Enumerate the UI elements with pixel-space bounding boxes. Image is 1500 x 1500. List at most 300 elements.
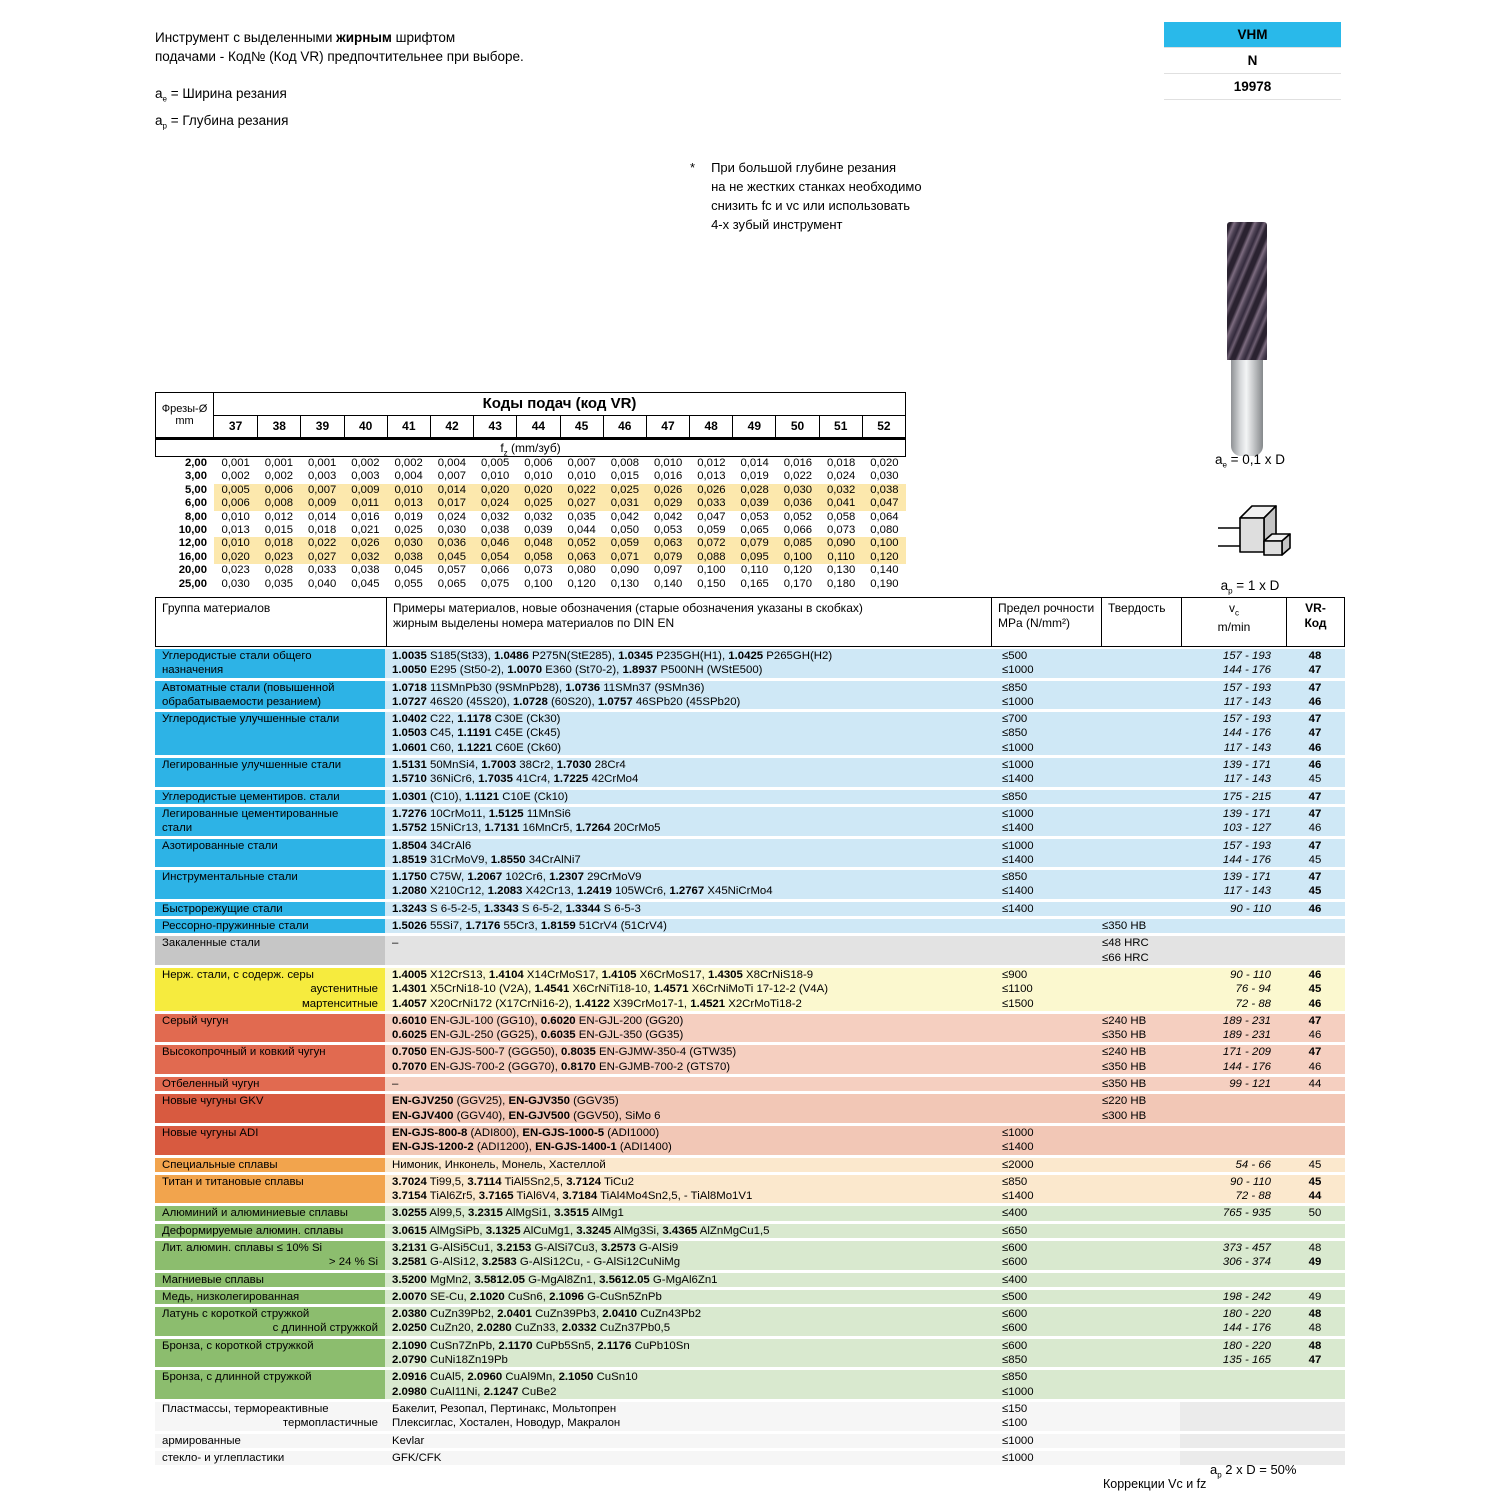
vr-code: 49 [1308,1256,1322,1269]
material-group-label-line: Деформируемые алюмин. сплавы [162,1224,344,1237]
material-examples: 1.5752 15NiCr13, 1.7131 16MnCr5, 1.7264 20CrMo5 [392,822,661,835]
hardness [1100,839,1180,853]
material-row [385,1451,1345,1465]
vr-code: 46 [1308,695,1322,708]
hardness [1100,790,1180,804]
hardness: ≤66 HRC [1102,951,1149,964]
material-examples: EN-GJS-800-8 (ADI800), EN-GJS-1000-5 (ADI1000) [392,1126,660,1139]
material-group-label [155,1402,385,1431]
feed-value: 0,097 [653,564,683,577]
tensile-strength: ≤850 [1002,790,1028,803]
feed-value: 0,002 [394,457,423,469]
material-examples: 2.0916 CuAl5, 2.0960 CuAl9Mn, 2.1050 CuSn10 [392,1371,638,1384]
material-row [385,1109,1345,1123]
material-examples: 1.3243 S 6-5-2-5, 1.3343 S 6-5-2, 1.3344 S 6-5-3 [392,902,641,915]
feed-value: 0,059 [603,537,646,550]
page-intro [155,28,524,66]
feed-value: 0,017 [430,497,473,510]
feed-value: 0,004 [394,470,423,483]
material-section [155,936,1345,965]
material-examples: 3.7024 Ti99,5, 3.7114 TiAl5Sn2,5, 3.7124 TiCu2 [392,1175,634,1188]
material-row [385,1321,1345,1335]
hardness: ≤300 HB [1102,1109,1147,1122]
cutting-speed [1180,1402,1285,1416]
material-examples: Нимоник, Инконель, Монель, Хастеллой [392,1158,606,1171]
tensile-strength: ≤150 [1002,1402,1028,1415]
hardness: ≤240 HB [1102,1014,1147,1027]
hardness: ≤220 HB [1102,1095,1147,1108]
cutting-speed: 144 - 176 [1222,1322,1271,1335]
tensile-strength: ≤1400 [1002,1141,1034,1154]
tensile-strength: ≤850 [1002,1371,1028,1384]
tensile-strength: ≤850 [1002,681,1028,694]
feed-value: 0,020 [214,551,257,564]
vr-code [1285,1434,1345,1448]
material-group-label-line: Магниевые сплавы [162,1273,264,1286]
dia-label-1: Фрезы-Ø [161,403,208,415]
cutting-speed: 373 - 457 [1222,1241,1271,1254]
feed-row [155,457,906,470]
material-section [155,1402,1345,1431]
material-section-rows [385,712,1345,755]
vr-code: 48 [1308,1241,1322,1254]
material-group-label [155,1175,385,1204]
tensile-strength: ≤500 [1002,1290,1028,1303]
feed-row [155,511,906,524]
cutter-diameter: 3,00 [185,470,207,483]
material-examples: 0.7070 EN-GJS-700-2 (GGG70), 0.8170 EN-GJMB-700-2 (GTS70) [392,1060,731,1073]
feed-value: 0,047 [697,510,726,523]
vr-code-column-header: 43 [473,416,516,437]
material-group-label-line: Алюминий и алюминиевые сплавы [162,1207,348,1220]
material-examples: 1.4057 X20CrNi172 (X17CrNi16-2), 1.4122 X39CrMo17-1, 1.4521 X2CrMoTi18-2 [392,997,802,1010]
material-row [385,1060,1345,1074]
ae-definition: $a_e$ = Ширина резания [155,86,287,104]
tensile-strength: ≤1000 [1002,664,1034,677]
cutter-diameter: 20,00 [178,564,207,577]
hardness [1100,1175,1180,1189]
material-examples: 3.0255 Al99,5, 3.2315 AlMgSi1, 3.3515 AlMg1 [392,1207,624,1220]
material-group-label-line: Быстрорежущие стали [162,902,283,915]
footnote-text [711,158,921,234]
feed-row [155,524,906,537]
material-group-label [155,1014,385,1043]
material-group-label [155,681,385,710]
vr-code-column-header: 49 [732,416,775,437]
material-group-label [155,1094,385,1123]
material-group-label [155,1339,385,1368]
material-examples: 2.0070 SE-Cu, 2.1020 CuSn6, 2.1096 G-CuSn5ZnPb [392,1290,662,1303]
hardness [1100,982,1180,996]
ap-definition: $a_p$ = Глубина резания [155,113,289,131]
material-examples: 3.7154 TiAl6Zr5, 3.7165 TiAl6V4, 3.7184 TiAl4Mo4Sn2,5, - TiAl8Mo1V1 [392,1190,753,1203]
header-examples-2: жирным выделены номера материалов по DIN EN [393,616,675,630]
material-row [385,1158,1345,1172]
feed-value: 0,027 [560,497,603,510]
material-row [385,1189,1345,1203]
material-examples: 1.8519 31CrMoV9, 1.8550 34CrAlNi7 [392,853,581,866]
material-row [385,1370,1345,1384]
tensile-strength [990,1028,1100,1042]
feed-value: 0,057 [437,564,467,577]
feed-unit-label: $f_z$ (mm/зуб) [500,441,561,458]
material-row [385,681,1345,695]
vr-code: 44 [1308,1190,1322,1203]
feed-value: 0,080 [567,564,596,577]
material-group-label-line: Медь, низколегированная [162,1290,300,1303]
material-section-rows [385,1175,1345,1204]
hardness [1100,741,1180,755]
material-group-label-line: Углеродистые улучшенные стали [162,713,340,726]
material-row [385,807,1345,821]
feed-value: 0,028 [733,484,776,497]
hardness: ≤350 HB [1102,1060,1147,1073]
feed-value: 0,085 [776,537,819,550]
vr-code: 46 [1308,741,1322,754]
vr-code: 48 [1308,650,1322,662]
vr-code [1285,1370,1345,1384]
header-vc-1: $v_c$ [1229,601,1239,618]
vr-code [1285,1126,1345,1140]
tensile-strength: ≤1000 [1002,695,1034,708]
hardness [1100,726,1180,740]
material-group-label-line: Специальные сплавы [162,1158,278,1171]
tensile-strength: ≤100 [1002,1417,1028,1430]
material-row [385,1094,1345,1108]
feed-value: 0,018 [307,523,337,536]
material-row [385,712,1345,726]
feed-value: 0,032 [820,484,863,497]
material-examples: 1.4005 X12CrS13, 1.4104 X14CrMoS17, 1.4105 X6CrMoS17, 1.4305 X8CrNiS18-9 [392,968,814,981]
ap-correction-label: $a_p$ 2 x D = 50% [1210,1462,1297,1480]
material-group-label [155,1241,385,1270]
hardness [1100,1370,1180,1384]
material-row [385,919,1345,933]
material-examples: GFK/CFK [392,1451,442,1464]
material-group-label-line: Отбеленный чугун [162,1078,260,1091]
vr-code: 47 [1308,871,1322,884]
vr-code-column-header: 46 [603,416,646,437]
material-section [155,968,1345,1011]
cutter-diameter: 10,00 [178,523,207,536]
material-group-label [155,1224,385,1238]
vr-code: 44 [1308,1078,1322,1091]
footnote-line: 4-х зубый инструмент [711,217,843,232]
material-examples: EN-GJV250 (GGV25), EN-GJV350 (GGV35) [392,1095,619,1108]
vr-code: 48 [1308,1322,1322,1335]
vr-code [1285,1385,1345,1399]
material-row [385,870,1345,884]
feed-value: 0,002 [221,470,250,483]
material-section [155,1077,1345,1091]
tensile-strength: ≤850 [1002,1354,1028,1367]
material-group-label [155,1158,385,1172]
material-section [155,1241,1345,1270]
feed-value: 0,050 [610,523,640,536]
material-examples: Kevlar [392,1434,425,1447]
feed-value: 0,120 [783,564,813,577]
hardness [1100,870,1180,884]
cutting-speed: 144 - 176 [1222,1060,1271,1073]
material-group-label [155,1290,385,1304]
material-examples: 3.2131 G-AlSi5Cu1, 3.2153 G-AlSi7Cu3, 3.2573 G-AlSi9 [392,1241,679,1254]
tensile-strength: ≤600 [1002,1339,1028,1352]
material-section [155,1014,1345,1043]
end-mill-photo [1227,222,1267,458]
vr-code: 46 [1308,1060,1322,1073]
material-row [385,772,1345,786]
feed-value: 0,042 [653,510,683,523]
feed-value: 0,045 [430,551,473,564]
hardness [1100,1434,1180,1448]
vr-code: 48 [1308,1308,1322,1321]
cutting-speed: 189 - 231 [1222,1029,1271,1042]
tensile-strength: ≤2000 [1002,1158,1034,1171]
material-section [155,649,1345,678]
footnote-line: снизить fc и vc или использовать [711,198,911,213]
cutting-speed: 175 - 215 [1222,790,1271,803]
feed-value: 0,190 [870,577,899,590]
feed-value: 0,100 [524,577,553,590]
cutting-speed: 72 - 88 [1235,997,1271,1010]
vr-code: 46 [1308,902,1322,915]
hardness [1100,902,1180,916]
vr-code: 46 [1308,822,1322,835]
material-section-rows [385,1241,1345,1270]
hardness [1100,1126,1180,1140]
feed-value: 0,006 [257,484,300,497]
hardness: ≤350 HB [1102,920,1147,933]
material-row [385,1140,1345,1154]
feed-value: 0,052 [783,510,813,523]
vr-code: 46 [1308,968,1322,981]
cutting-speed: 157 - 193 [1222,713,1271,726]
footnote [690,158,922,234]
cutting-speed [1180,1370,1285,1384]
hardness [1100,1140,1180,1154]
material-group-label-line: Новые чугуны GKV [162,1095,264,1108]
material-section-rows [385,681,1345,710]
feed-row [155,470,906,483]
material-group-label-line: Бронза, с короткой стружкой [162,1339,314,1352]
tensile-strength [990,919,1100,933]
material-row [385,821,1345,835]
feed-value: 0,059 [697,523,726,536]
material-row [385,1307,1345,1321]
material-group-label [155,1206,385,1220]
material-examples: Бакелит, Резопал, Пертинакс, Мольтопрен [392,1402,617,1415]
cutting-speed: 198 - 242 [1222,1290,1271,1303]
feed-value: 0,045 [351,577,380,590]
material-row [385,1014,1345,1028]
tensile-strength: ≤700 [1002,713,1028,726]
feed-value: 0,165 [740,577,769,590]
material-row [385,997,1345,1011]
material-examples: 1.0402 C22, 1.1178 C30E (Ck30) [392,713,561,726]
material-row [385,1402,1345,1416]
cutting-speed: 157 - 193 [1222,650,1271,662]
vr-code: 47 [1308,727,1322,740]
feed-value: 0,045 [394,564,423,577]
cutting-speed: 117 - 143 [1223,695,1271,708]
vr-code-column-header: 52 [862,416,905,437]
material-examples: 1.5710 36NiCr6, 1.7035 41Cr4, 1.7225 42CrMo4 [392,773,639,786]
feed-value: 0,035 [567,510,596,523]
material-section-rows [385,1290,1345,1304]
hardness [1100,1290,1180,1304]
feed-value: 0,042 [610,510,640,523]
feed-value: 0,100 [863,537,906,550]
feed-value: 0,048 [517,537,560,550]
feed-value: 0,010 [480,470,510,483]
material-examples: Плексиглас, Хостален, Новодур, Макралон [392,1417,621,1430]
feed-value: 0,064 [870,510,899,523]
material-section [155,1175,1345,1204]
material-section-rows [385,1451,1345,1465]
material-examples: 1.0601 C60, 1.1221 C60E (Ck60) [392,741,562,754]
tensile-strength: ≤650 [1002,1224,1028,1237]
hardness [1100,1224,1180,1238]
end-mill-flutes [1227,222,1267,360]
feed-value: 0,023 [221,564,250,577]
cutting-speed: 306 - 374 [1222,1256,1271,1269]
material-section-rows [385,968,1345,1011]
feed-value: 0,053 [740,510,769,523]
material-examples: 1.2080 X210Cr12, 1.2083 X42Cr13, 1.2419 105WCr6, 1.2767 X45NiCrMo4 [392,885,773,898]
material-section-rows [385,902,1345,916]
feed-value: 0,063 [560,551,603,564]
hardness [1100,681,1180,695]
feed-value: 0,001 [307,457,337,469]
hardness [1100,1353,1180,1367]
vr-code: 45 [1308,1158,1322,1171]
cutting-speed [1180,1140,1285,1154]
feed-value: 0,027 [301,551,344,564]
vr-code: 46 [1308,997,1322,1010]
feed-value: 0,030 [387,537,430,550]
feed-value: 0,025 [603,484,646,497]
tensile-strength: ≤1000 [1002,759,1034,772]
cutting-speed: 117 - 143 [1223,773,1271,786]
material-group-label-line: > 24 % Si [328,1256,378,1269]
feed-row [155,484,906,497]
material-section-rows [385,1273,1345,1287]
material-section [155,1370,1345,1399]
cutter-diameter: 5,00 [185,483,207,496]
material-row [385,1255,1345,1269]
vr-code-column-header: 45 [560,416,603,437]
feed-row [155,497,906,510]
material-section-rows [385,1045,1345,1074]
material-section-rows [385,870,1345,899]
material-row [385,1241,1345,1255]
feed-value: 0,014 [430,484,473,497]
material-section [155,1307,1345,1336]
header-examples [386,598,991,646]
hardness [1100,1158,1180,1172]
material-row [385,758,1345,772]
feed-value: 0,063 [647,537,690,550]
feed-value: 0,053 [653,523,683,536]
tensile-strength: ≤1400 [1002,902,1034,915]
tensile-strength: ≤1000 [1002,1126,1034,1139]
material-group-label-line: Бронза, с длинной стружкой [162,1371,312,1384]
tensile-strength: ≤1000 [1002,1385,1034,1398]
tensile-strength [990,936,1100,950]
cutter-diameter: 6,00 [185,497,207,510]
hardness [1100,1255,1180,1269]
hardness [1100,1273,1180,1287]
feed-value: 0,010 [221,510,250,523]
feed-value: 0,032 [344,551,387,564]
feed-value: 0,055 [394,577,423,590]
footnote-line: на не жестких станках необходимо [711,179,922,194]
tensile-strength: ≤600 [1002,1322,1028,1335]
hardness [1100,663,1180,677]
feed-value: 0,140 [653,577,683,590]
feed-value: 0,075 [480,577,510,590]
material-row [385,902,1345,916]
feed-table-header [155,392,906,457]
material-group-label [155,1273,385,1287]
vr-code-column-header: 39 [300,416,343,437]
vr-code: 46 [1308,1029,1322,1042]
feed-value: 0,025 [394,523,423,536]
material-section-rows [385,1370,1345,1399]
material-section [155,870,1345,899]
cutting-speed: 765 - 935 [1222,1207,1271,1220]
vr-code-column-header: 40 [344,416,387,437]
tensile-strength: ≤1000 [1002,741,1034,754]
feed-value: 0,054 [474,551,517,564]
material-row [385,1045,1345,1059]
feed-value: 0,025 [517,497,560,510]
material-group-label [155,870,385,899]
vr-code: 47 [1308,807,1322,820]
hardness [1100,649,1180,663]
material-group-label-line: термопластичные [282,1417,378,1430]
tensile-strength: ≤850 [1002,727,1028,740]
feed-value: 0,029 [647,497,690,510]
feed-value: 0,022 [301,537,344,550]
feed-value: 0,090 [610,564,640,577]
tensile-strength: ≤400 [1002,1273,1028,1286]
material-section-rows [385,758,1345,787]
tool-info-box [1164,22,1341,100]
hardness [1100,772,1180,786]
feed-value: 0,046 [474,537,517,550]
feed-value: 0,130 [610,577,640,590]
material-section-rows [385,1434,1345,1448]
hardness [1100,1385,1180,1399]
material-examples: 3.2581 G-AlSi12, 3.2583 G-AlSi12Cu, - G-AlSi12CuNiMg [392,1256,681,1269]
hardness [1100,1206,1180,1220]
feed-value: 0,033 [307,564,337,577]
feed-codes-table [155,392,906,591]
vr-code [1285,951,1345,965]
material-examples: 1.0035 S185(St33), 1.0486 P275N(StE285), 1.0345 P235GH(H1), 1.0425 P265GH(H2) [392,650,833,662]
hardness [1100,1416,1180,1430]
feed-value: 0,026 [647,484,690,497]
feed-value: 0,071 [603,551,646,564]
vr-code: 49 [1308,1290,1322,1303]
end-mill-shank [1231,360,1263,456]
feed-value: 0,038 [387,551,430,564]
hardness [1100,1339,1180,1353]
feed-row [155,551,906,564]
header-vc [1181,598,1286,646]
vr-code [1285,1140,1345,1154]
